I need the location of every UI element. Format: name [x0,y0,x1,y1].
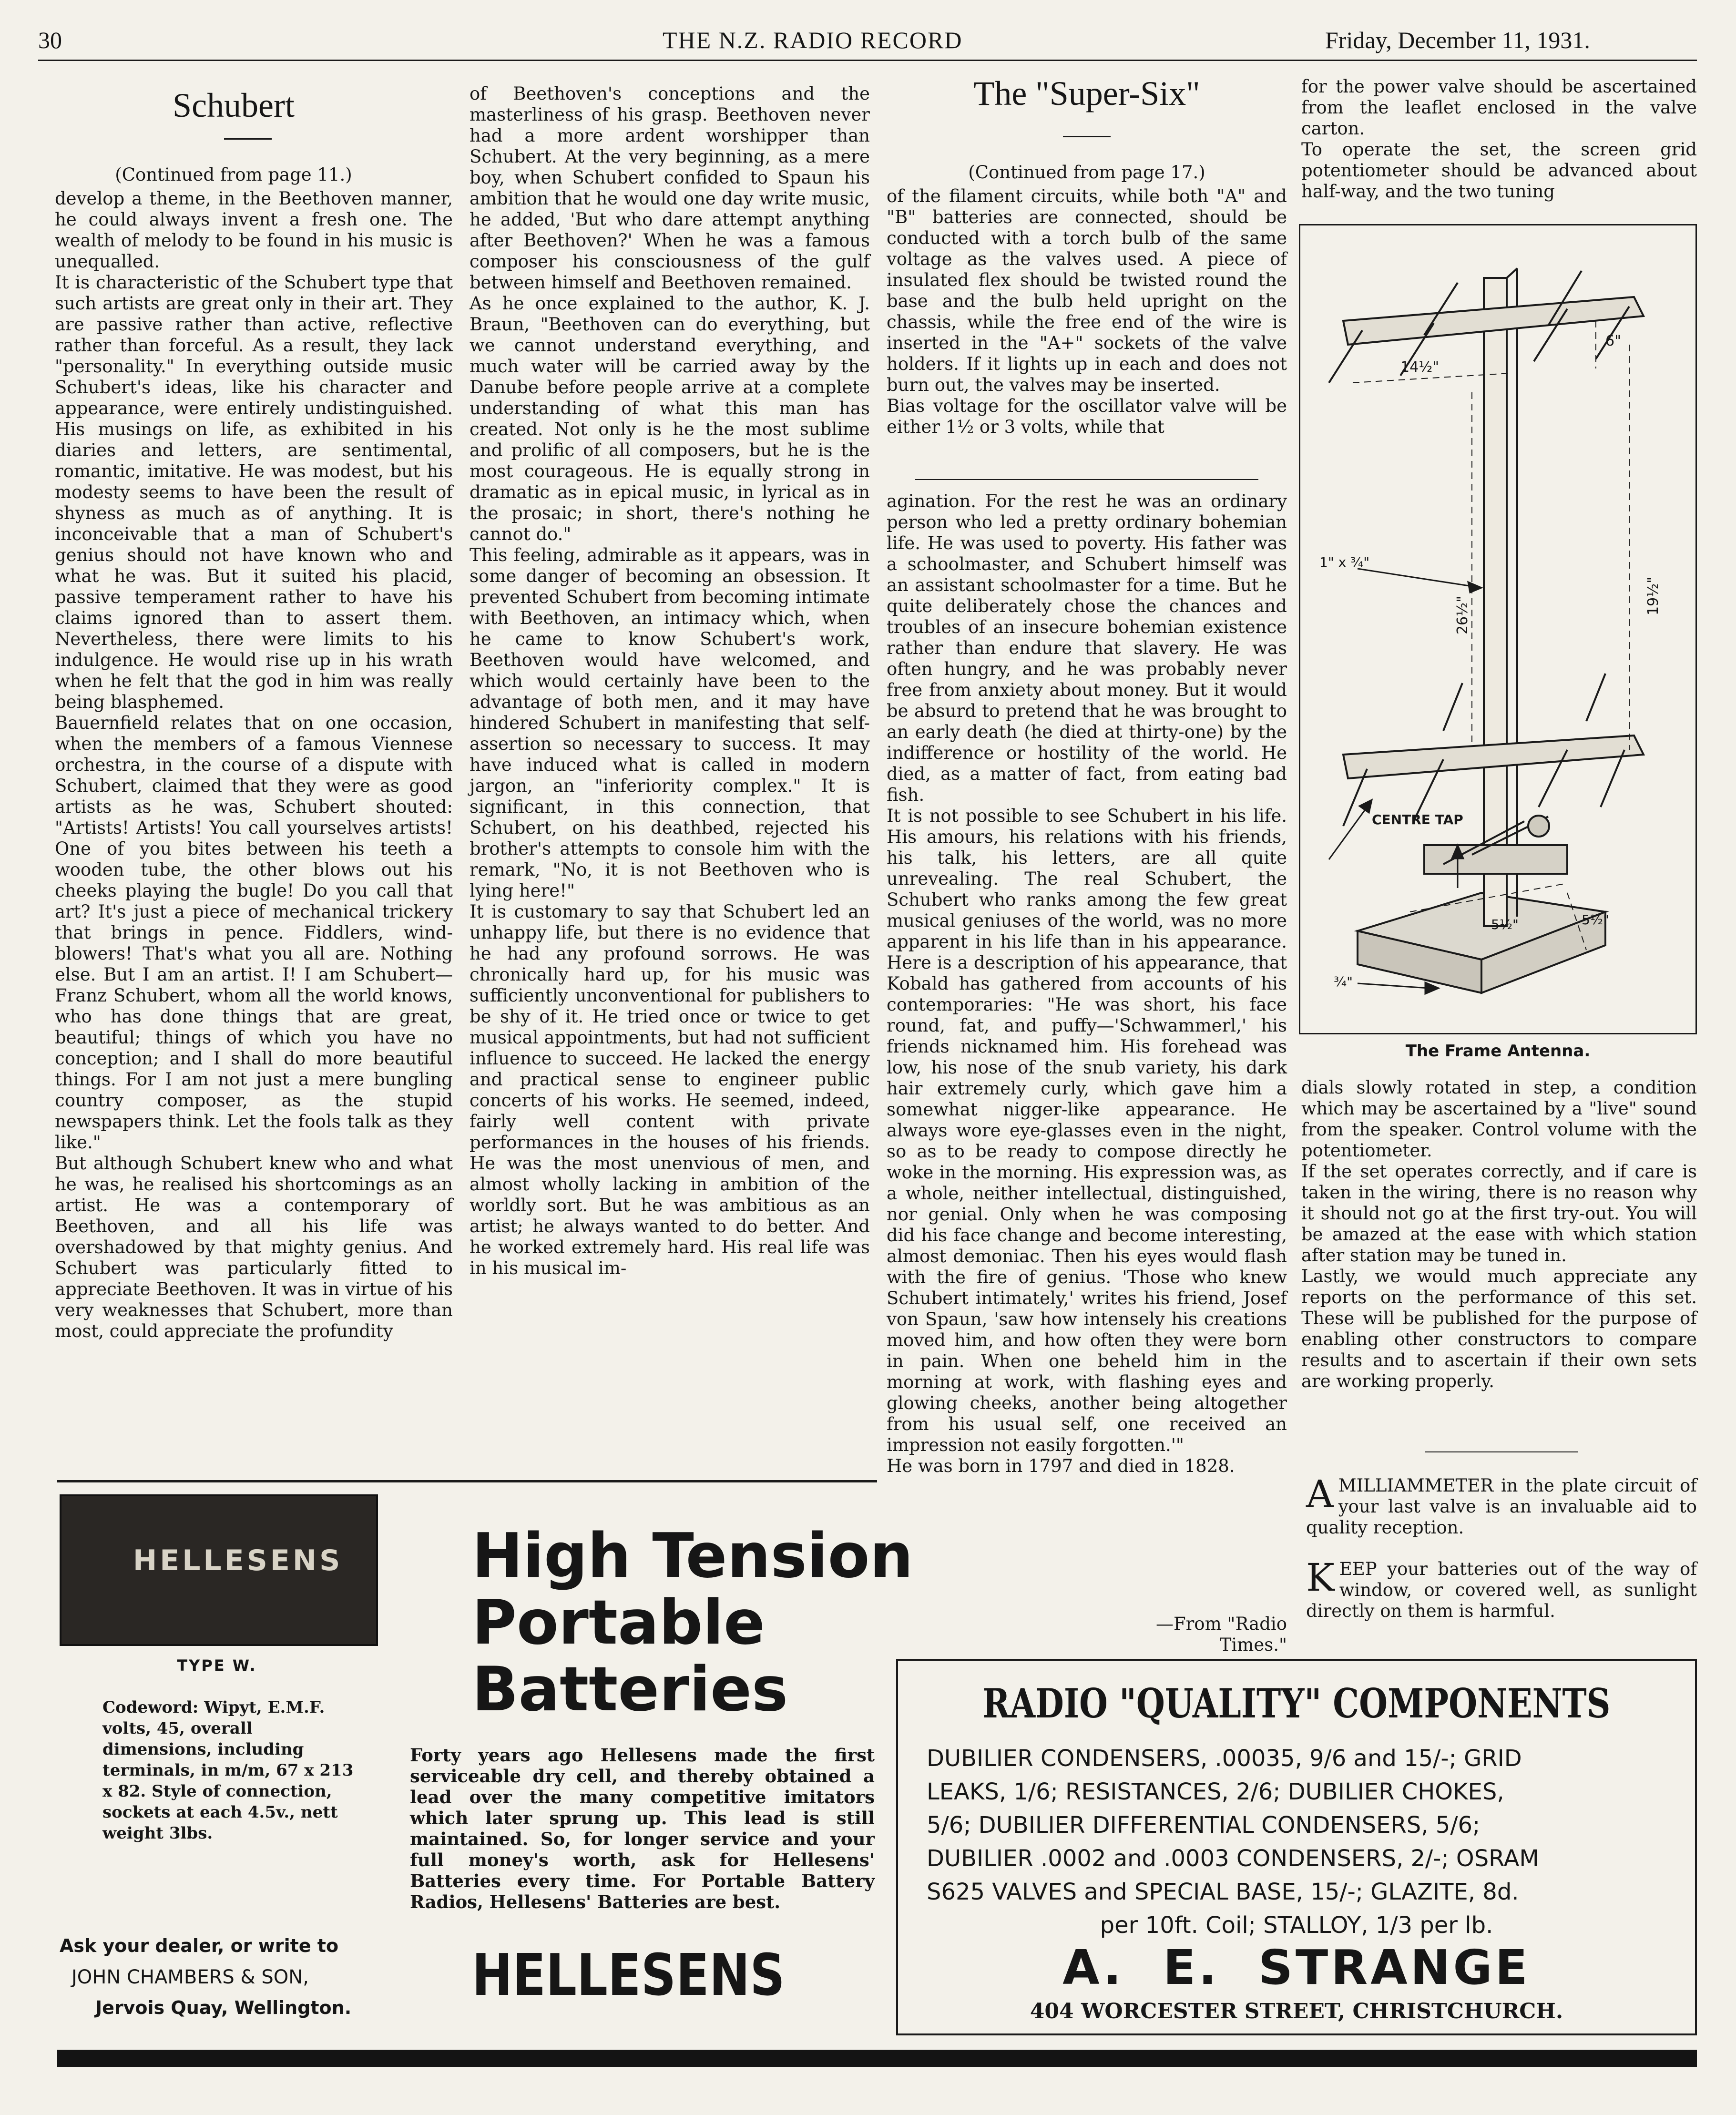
dimension-right: 19½" [1645,576,1662,616]
hellesens-dealer-line-2: JOHN CHAMBERS & SON, [71,1966,309,1988]
batteries-note [1306,1555,1697,1622]
hellesens-ad-top-rule [57,1480,877,1482]
strange-body-line-3: 5/6; DUBILIER DIFFERENTIAL CONDENSERS, 5/6; [927,1812,1481,1839]
hellesens-headline-1: High Tension [472,1521,913,1592]
strange-body-line-5: S625 VALVES and SPECIAL BASE, 15/-; GLAZITE, 8d. [927,1879,1519,1905]
strange-body-line-2: LEAKS, 1/6; RESISTANCES, 2/6; DUBILIER CHOKES, [927,1778,1504,1805]
schubert-column-1: develop a theme, in the Beethoven manner, he could always invent a fresh one. The wealth of melody to be found in his music is unequalled. It is characteristic of the Schubert type that such artists are great only in their art. They are passive rather than active, reflective rather than forceful. As a result, they lack "personality." In everything outside music Schubert's ideas, like his character and appearance, were entirely undistinguished. His musings on life, as exhibited in his diaries and letters, are sentimental, romantic, imitative. He was modest, but his modesty seems to have been the result of shyness as much as of anything. It is inconceivable that a man of Schubert's genius should not have known who and what he was. But it suited his placid, passive temperament rather to have his claims ignored than to assert them. Nevertheless, there were limits to his indulgence. He would rise up in his wrath when he felt that the god in him was really being blasphemed. Bauernfield relates that on one occasion, when the members of a famous Viennese orchestra, in the course of a dispute with Schubert, claimed that they were as good artists as he was, Schubert shouted: "Artists! Artists! You call yourselves artists! One of you bites between his teeth a wooden tube, the other blows out his cheeks playing the bugle! Do you call that art? It's just a piece of mechanical trickery that brings in pence. Fiddlers, wind-blowers! That's what you all are. Nothing else. But I am an artist. I! I am Schubert—Franz Schubert, whom all the world knows, who has done things that are great, beautiful; things of which you have no conception; and I shall do more beautiful things. For I am not just a mere bungling country composer, as the stupid newspapers think. Let the fools talk as they like." But although Schubert knew who and what he was, he realised his shortcomings as an artist. He was a contemporary of Beethoven, and all his life was overshadowed by that mighty genius. And Schubert was particularly fitted to appreciate Beethoven. It was in virtue of his very weaknesses that Schubert, more than most, could appreciate the profundity [55,188,453,1341]
schubert-column-2: of Beethoven's conceptions and the masterliness of his grasp. Beethoven never had a more ardent worshipper than Schubert. At the very beginning, as a mere boy, when Schubert confided to Spaun his ambition that he would one day write music, he added, 'But who dare attempt anything after Beethoven?' When he was a famous composer his consciousness of the gulf between himself and Beethoven remained. As he once explained to the author, K. J. Braun, "Beethoven can do everything, but we cannot understand everything, and much water will be carried away by the Danube before people arrive at a complete understanding of what this man has created. Not only is he the most sublime and prolific of all composers, but he is the most courageous. He is equally strong in dramatic as in epical music, in lyrical as in the prosaic; in short, there's nothing he cannot do." This feeling, admirable as it appears, was in some danger of becoming an obsession. It prevented Schubert from becoming intimate with Beethoven, an intimacy which, when he came to know Schubert's work, Beethoven would have welcomed, and which would certainly have been to the advantage of both men, and it may have hindered Schubert in manifesting that self-assertion so necessary to success. It may have induced what is called in modern jargon, an "inferiority complex." It is significant, in this connection, that Schubert, on his deathbed, rejected his brother's attempts to console him with the remark, "No, it is not Beethoven who is lying here!" It is customary to say that Schubert led an unhappy life, but there is no evidence that he had any profound sorrows. He was chronically hard up, for his music was sufficiently unconventional for publishers to be shy of it. He tried once or twice to get musical appointments, but had not sufficient influence to succeed. He lacked the energy and practical sense to engineer public concerts of his works. He seemed, indeed, fairly well content with private performances in the houses of his friends. He was the most unenvious of men, and almost wholly lacking in ambition of the worldly sort. But he was ambitious as an artist; he always wanted to do better. And he worked extremely hard. His real life was in his musical im- [470,83,870,1278]
batteries-text: EEP your batteries out of the way of window, or covered well, as sunlight directly on them is harmful. [1306,1559,1697,1621]
strange-body-line-4: DUBILIER .0002 and .0003 CONDENSERS, 2/-; OSRAM [927,1845,1539,1872]
battery-spec: Codeword: Wipyt, E.M.F. volts, 45, overall dimensions, including terminals, in m/m, 67 x 213 x 82. Style of connection, sockets at each 4.5v., nett weight 3lbs. [102,1698,354,1843]
page-bottom-rule [57,2050,1697,2067]
frame-antenna-diagram [1300,225,1695,1033]
strange-ad [896,1659,1697,2035]
hellesens-headline-3: Batteries [472,1654,788,1725]
schubert-title: Schubert [173,86,295,124]
figure-caption: The Frame Antenna. [1405,1042,1591,1061]
dimension-base-height: ¾" [1334,974,1353,990]
dimension-side: 6" [1605,333,1621,349]
strange-body-line-1: DUBILIER CONDENSERS, .00035, 9/6 and 15/-; GRID [927,1745,1522,1772]
supersix-continued: (Continued from page 17.) [968,162,1205,183]
milliammeter-initial: A [1306,1472,1334,1516]
supersix-column-4-top: for the power valve should be ascertained from the leaflet enclosed in the valve carton. To operate the set, the screen grid potentiometer should be advanced about half-way, and the two tuning [1301,76,1697,202]
dimension-base-depth: 5½" [1582,912,1609,928]
strange-name: A. E. STRANGE [1062,1940,1531,1995]
battery-type-label: TYPE W. [177,1656,257,1675]
supersix-column-3: of the filament circuits, while both "A" and "B" batteries are connected, should be conducted with a torch bulb of the same voltage as the valves used. A piece of insulated flex should be twisted round the base and the bulb held upright on the chassis, while the free end of the wire is inserted in the "A+" sockets of the valve holders. If it lights up in each and does not burn out, the valves may be inserted. Bias voltage for the oscillator valve will be either 1½ or 3 volts, while that [887,186,1287,437]
batteries-initial: K [1306,1555,1335,1600]
schubert-source: —From "Radio Times." [1155,1614,1287,1655]
supersix-end-rule [915,479,1258,480]
dimension-height: 26½" [1454,595,1471,635]
schubert-title-rule [224,138,272,140]
strange-body-line-6: per 10ft. Coil; STALLOY, 1/3 per lb. [1100,1912,1493,1939]
strange-headline: RADIO "QUALITY" COMPONENTS [982,1680,1611,1727]
milliammeter-note [1306,1472,1697,1538]
dimension-top: 14½" [1400,359,1440,376]
supersix-title: The "Super-Six" [973,74,1200,112]
supersix-column-4-bottom: dials slowly rotated in step, a condition which may be ascertained by a "live" sound from the speaker. Control volume with the potentiometer. If the set operates correctly, and if care is taken in the wiring, there is no reason why it should not go at the first try-out. You will be amazed at the ease with which station after station may be tuned in. Lastly, we would much appreciate any reports on the performance of this set. These will be published for the purpose of enabling other constructors to compare results and to ascertain if their own sets are working properly. [1301,1077,1697,1391]
antenna-mast [1484,278,1507,926]
hellesens-body: Forty years ago Hellesens made the first serviceable dry cell, and thereby obtained a lead over the many competitive imitators which later sprung up. This lead is still maintained. So, for longer service and your full money's worth, ask for Hellesens' Batteries every time. For Portable Battery Radios, Hellesens' Batteries are best. [410,1745,875,1912]
issue-date: Friday, December 11, 1931. [1325,27,1590,53]
column-4-end-rule [1425,1451,1578,1452]
milliammeter-text: MILLIAMMETER in the plate circuit of your last valve is an invaluable aid to quality reception. [1306,1475,1697,1538]
centre-tap-knob [1528,816,1549,837]
supersix-title-rule [1063,136,1111,137]
hellesens-dealer-line-3: Jervois Quay, Wellington. [95,1997,352,2018]
battery-illustration [60,1494,378,1646]
schubert-column-3: agination. For the rest he was an ordinary person who led a pretty ordinary bohemian life. He was used to poverty. His father was a schoolmaster, and Schubert himself was an assistant schoolmaster for a time. But he quite deliberately chose the chances and troubles of an insecure bohemian existence rather than endure that slavery. He was often hungry, and he was probably never free from anxiety about money. But it would be absurd to pretend that he was brought to an early death (he died at thirty-one) by the indifference or hostility of the world. He died, as a matter of fact, from eating bad fish. It is not possible to see Schubert in his life. His amours, his relations with his friends, his talk, his letters, are all quite unrevealing. The real Schubert, the Schubert who ranks among the few great musical geniuses of the world, was no more apparent in his life than in his appearance. Here is a description of his appearance, that Kobald has gathered from accounts of his contemporaries: "He was short, his face round, fat, and puffy—'Schwammerl,' his friends nicknamed him. His forehead was low, his nose of the snub variety, his dark hair extremely curly, which gave him a somewhat nigger-like appearance. He always wore eye-glasses even in the night, so as to be ready to compose directly he woke in the morning. His expression was, as a whole, neither intellectual, distinguished, nor genial. Only when he was composing did his face change and become interesting, almost demoniac. Then his eyes would flash with the fire of genius. 'Those who knew Schubert intimately,' writes his friend, Josef von Spaun, 'saw how intensely his creations moved him, and how often they were born in pain. When one beheld him in the morning at work, with flashing eyes and glowing cheeks, another being altogether from his usual self, one received an impression not easily forgotten.'" He was born in 1797 and died in 1828. [887,491,1287,1476]
page-number: 30 [38,27,62,53]
battery-box-label: HELLESENS [133,1544,343,1577]
hellesens-headline-2: Portable [472,1587,765,1658]
masthead: THE N.Z. RADIO RECORD [663,27,963,53]
antenna-figure [1299,224,1697,1034]
schubert-continued: (Continued from page 11.) [115,164,352,185]
hellesens-brand: HELLESENS [472,1942,785,2009]
dimension-base-width: 5½" [1491,917,1519,932]
dimension-square: 1" x ¾" [1319,554,1370,570]
centre-tap-block [1424,845,1567,874]
header-rule [38,60,1697,61]
strange-address: 404 WORCESTER STREET, CHRISTCHURCH. [1030,1999,1563,2023]
hellesens-dealer-line-1: Ask your dealer, or write to [60,1935,339,1956]
centre-tap-label: CENTRE TAP [1372,812,1463,828]
